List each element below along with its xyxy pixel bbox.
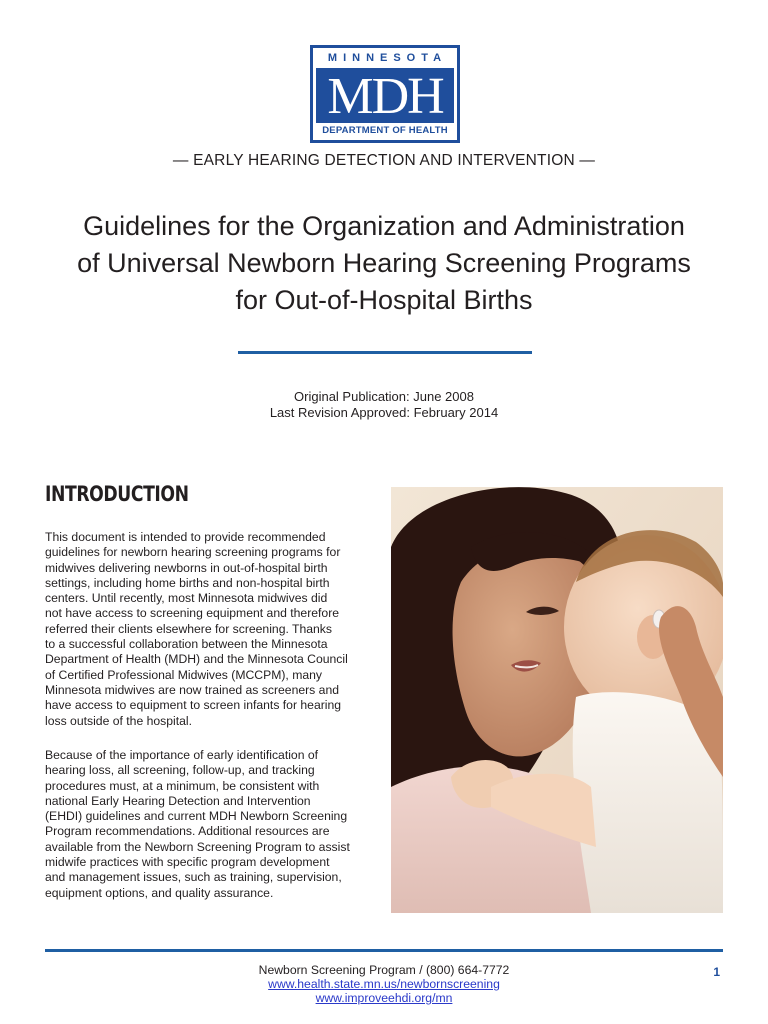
publication-dates — [0, 389, 768, 421]
improveehdi-link[interactable]: www.improveehdi.org/mn — [315, 991, 453, 1005]
paragraph-line: Department of Health (MDH) and the Minnesota Council — [45, 652, 348, 667]
paragraph-line: available from the Newborn Screening Program to assist — [45, 839, 350, 854]
paragraph-line: Minnesota midwives are now trained as screeners and — [45, 682, 339, 697]
paragraph-line: referred their clients elsewhere for screening. Thanks — [45, 621, 332, 636]
newborn-screening-link[interactable]: www.health.state.mn.us/newbornscreening — [268, 977, 500, 991]
paragraph-line: (EHDI) guidelines and current MDH Newborn Screening — [45, 809, 348, 824]
logo-mdh-text: MDH — [316, 68, 454, 123]
mother-baby-photo — [391, 487, 723, 913]
paragraph-line: Program recommendations. Additional resources are — [45, 824, 330, 839]
logo-department-text: DEPARTMENT OF HEALTH — [322, 125, 448, 136]
intro-paragraph-1 — [45, 530, 375, 729]
intro-paragraph-2 — [45, 748, 375, 901]
logo-state-text: MINNESOTA — [327, 52, 448, 64]
title-line: of Universal Newborn Hearing Screening Programs — [77, 248, 691, 278]
footer — [0, 963, 768, 1005]
paragraph-line: to a successful collaboration between the Minnesota — [45, 637, 328, 652]
program-title: — EARLY HEARING DETECTION AND INTERVENTION — — [172, 152, 596, 169]
document-title — [30, 208, 738, 319]
paragraph-line: loss outside of the hospital. — [45, 713, 193, 728]
paragraph-line: midwives delivering newborns in out-of-hospital birth — [45, 560, 328, 575]
footer-contact: Newborn Screening Program / (800) 664-7772 — [258, 963, 510, 977]
paragraph-line: equipment options, and quality assurance. — [45, 885, 274, 900]
paragraph-line: and management issues, such as training, supervision, — [45, 870, 342, 885]
paragraph-line: not have access to screening equipment and therefore — [45, 606, 340, 621]
last-revision: Last Revision Approved: February 2014 — [269, 405, 499, 420]
paragraph-line: of Certified Professional Midwives (MCCPM), many — [45, 667, 322, 682]
title-line: for Out-of-Hospital Births — [235, 285, 533, 315]
title-divider — [238, 351, 532, 354]
paragraph-line: Because of the importance of early identification of — [45, 748, 319, 762]
paragraph-line: procedures must, at a minimum, be consistent with — [45, 778, 320, 793]
footer-divider — [45, 949, 723, 952]
paragraph-line: centers. Until recently, most Minnesota midwives did — [45, 591, 328, 606]
paragraph-line: national Early Hearing Detection and Intervention — [45, 793, 311, 808]
original-publication: Original Publication: June 2008 — [294, 389, 474, 404]
mdh-logo — [310, 45, 460, 143]
paragraph-line: settings, including home births and non-hospital birth — [45, 575, 330, 590]
paragraph-line: hearing loss, all screening, follow-up, and tracking — [45, 763, 315, 778]
section-heading: INTRODUCTION — [45, 482, 189, 506]
paragraph-line: have access to equipment to screen infants for hearing — [45, 698, 342, 713]
paragraph-line: guidelines for newborn hearing screening programs for — [45, 545, 341, 560]
title-line: Guidelines for the Organization and Administration — [83, 211, 685, 241]
page-number: 1 — [713, 965, 720, 979]
paragraph-line: midwife practices with specific program development — [45, 855, 330, 870]
paragraph-line: This document is intended to provide recommended — [45, 530, 326, 544]
